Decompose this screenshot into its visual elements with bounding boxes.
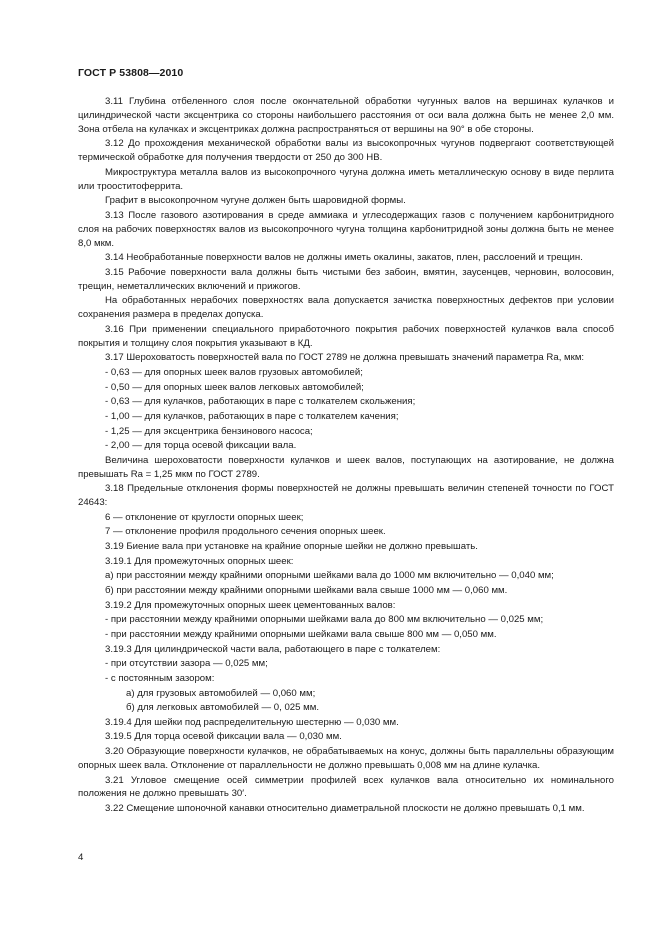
paragraph: Графит в высокопрочном чугуне должен быть шаровидной формы. — [105, 195, 406, 207]
paragraph: 3.21 Угловое смещение осей симметрии профилей всех кулачков вала относительно их номинального положения не должно превышать 30′. — [78, 774, 614, 800]
paragraph: 3.13 После газового азотирования в среде аммиака и углесодержащих газов с получением карбонитридного слоя на рабочих поверхностях валов из высокопрочного чугуна толщина карбонитридной зоны должна быть не менее 8,0 мкм. — [78, 209, 614, 249]
paragraph: 3.19.5 Для торца осевой фиксации вала — 0,030 мм. — [105, 731, 342, 743]
list-item: - 0,63 — для опорных шеек валов грузовых автомобилей; — [105, 367, 363, 378]
list-item: - 0,50 — для опорных шеек валов легковых автомобилей; — [105, 381, 364, 393]
paragraph: 3.12 До прохождения механической обработки валы из высокопрочных чугунов подвергают соответствующей термической обработке для получения твердости от 250 до 300 НВ. — [78, 138, 614, 164]
paragraph: 3.17 Шероховатость поверхностей вала по ГОСТ 2789 не должна превышать значений параметра Ra, мкм: — [105, 352, 585, 364]
paragraph: б) при расстоянии между крайними опорными шейками вала свыше 1000 мм — 0,060 мм. — [105, 585, 508, 597]
paragraph: 3.20 Образующие поверхности кулачков, не обрабатываемых на конус, должны быть параллельны образующим опорных шеек вала. Отклонение от параллельности не должно превышать 0,008 мм на длине кулачка. — [78, 746, 614, 771]
paragraph: а) при расстоянии между крайними опорными шейками вала до 1000 мм включительно — 0,040 мм; — [105, 570, 554, 582]
list-item: - 0,63 — для кулачков, работающих в паре с толкателем скольжения; — [105, 396, 416, 408]
list-item: - при расстоянии между крайними опорными шейками вала до 800 мм включительно — 0,025 мм; — [105, 614, 544, 626]
list-item: - с постоянным зазором: — [105, 672, 215, 684]
list-item: - 1,25 — для эксцентрика бензинового насоса; — [105, 425, 313, 437]
list-item: 7 — отклонение профиля продольного сечения опорных шеек. — [105, 526, 386, 538]
paragraph: На обработанных нерабочих поверхностях вала допускается зачистка поверхностных дефектов при условии сохранения размера в пределах допуска. — [78, 295, 614, 321]
paragraph: 3.19.3 Для цилиндрической части вала, работающего в паре с толкателем: — [105, 643, 441, 655]
document-header: ГОСТ Р 53808—2010 — [78, 67, 184, 79]
paragraph: 3.22 Смещение шпоночной канавки относительно диаметральной плоскости не должно превышать 0,1 мм. — [105, 803, 585, 815]
list-item: - 2,00 — для торца осевой фиксации вала. — [105, 440, 297, 452]
page-number: 4 — [78, 852, 84, 863]
sub-list-item: а) для грузовых автомобилей — 0,060 мм; — [126, 687, 316, 699]
list-item: 6 — отклонение от круглости опорных шеек; — [105, 511, 304, 523]
paragraph: 3.19.1 Для промежуточных опорных шеек: — [105, 555, 294, 567]
document-body — [78, 95, 614, 817]
paragraph: 3.19.4 Для шейки под распределительную шестерню — 0,030 мм. — [105, 716, 399, 728]
paragraph: 3.19 Биение вала при установке на крайние опорные шейки не должно превышать. — [105, 541, 478, 553]
list-item: - при отсутствии зазора — 0,025 мм; — [105, 658, 268, 670]
list-item: - при расстоянии между крайними опорными шейками вала свыше 800 мм — 0,050 мм. — [105, 628, 497, 640]
paragraph: Величина шероховатости поверхности кулачков и шеек валов, поступающих на азотирование, не должна превышать Ra = 1,25 мкм по ГОСТ 2789. — [78, 454, 614, 480]
list-item: - 1,00 — для кулачков, работающих в паре с толкателем качения; — [105, 410, 399, 422]
paragraph: 3.16 При применении специального приработочного покрытия рабочих поверхностей кулачков вала способ покрытия и толщину слоя покрытия указывают в КД. — [78, 323, 614, 349]
sub-list-item: б) для легковых автомобилей — 0, 025 мм. — [126, 702, 319, 714]
paragraph: 3.14 Необработанные поверхности валов не должны иметь окалины, закатов, плен, расслоений и трещин. — [105, 252, 583, 264]
paragraph: Микроструктура металла валов из высокопрочного чугуна должна иметь металлическую основу в виде перлита или трооститоферрита. — [78, 166, 614, 192]
paragraph: 3.18 Предельные отклонения формы поверхностей не должны превышать величин степеней точности по ГОСТ 24643: — [78, 483, 614, 509]
paragraph: 3.11 Глубина отбеленного слоя после окончательной обработки чугунных валов на вершинах кулачков и цилиндрической части эксцентрика со стороны наибольшего расстояния от оси вала должна быть не менее 2,0 мм. Зона отбела на кулачках и эксцентриках должна распространяться от вершины на 90° в обе стороны. — [78, 96, 614, 135]
paragraph: 3.19.2 Для промежуточных опорных шеек цементованных валов: — [105, 599, 396, 611]
paragraph: 3.15 Рабочие поверхности вала должны быть чистыми без забоин, вмятин, заусенцев, черновин, волосовин, трещин, неметаллических включений и прижогов. — [78, 266, 614, 292]
